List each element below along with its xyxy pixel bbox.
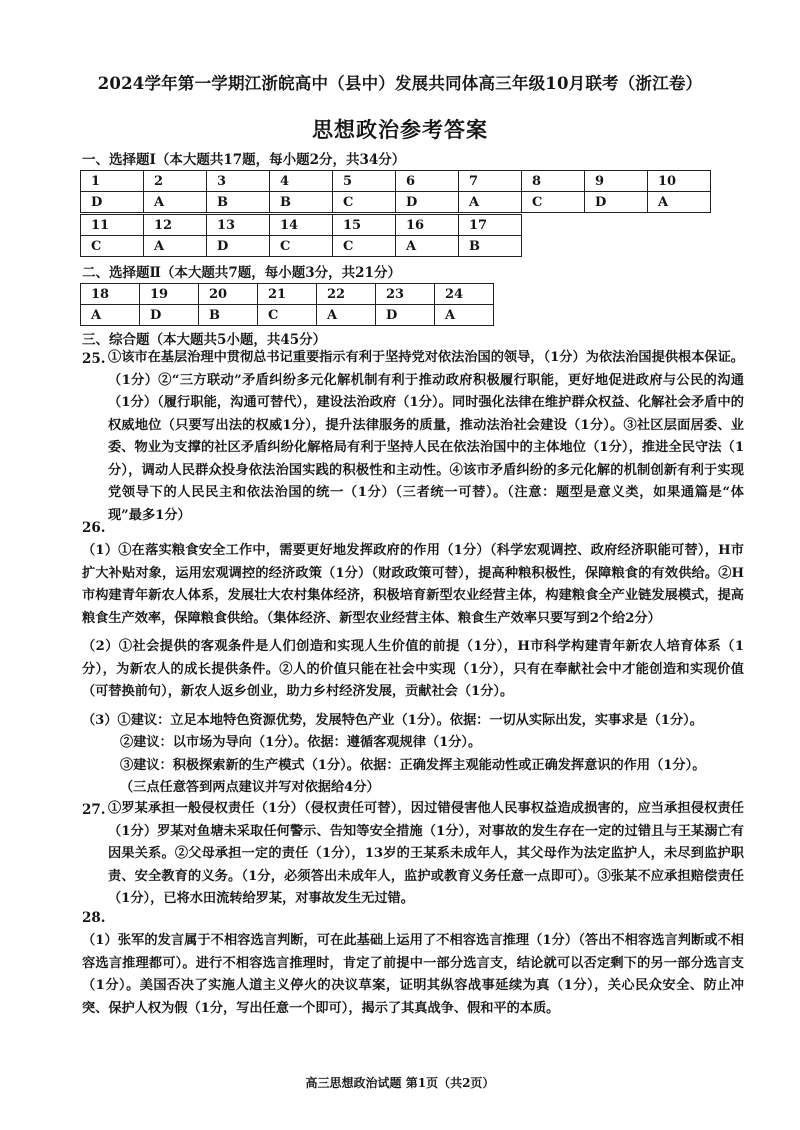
table-cell: 20 — [199, 284, 258, 305]
table-row — [81, 215, 522, 236]
table-cell: B — [199, 305, 258, 326]
question-number-26: 26. — [82, 520, 106, 536]
table-cell: A — [435, 305, 494, 326]
table-cell: D — [207, 236, 270, 257]
table-cell: 18 — [81, 284, 140, 305]
table-cell: B — [459, 236, 522, 257]
section3-heading: 三、综合题（本大题共5小题，共45分） — [82, 332, 327, 348]
table-cell: 22 — [317, 284, 376, 305]
table-cell: A — [317, 305, 376, 326]
table-cell: 15 — [333, 215, 396, 236]
table-cell: 2 — [144, 171, 207, 192]
table-cell: 24 — [435, 284, 494, 305]
table-cell: D — [396, 192, 459, 213]
table-cell: D — [585, 192, 648, 213]
table-cell: B — [270, 192, 333, 213]
answer-26-part1: （1）①在落实粮食安全工作中，需要更好地发挥政府的作用（1分）（科学宏观调控、政府经济职能可替），H市扩大补贴对象，运用宏观调控的经济政策（1分）（财政政策可替），提高种粮积极性，保障粮食的有效供给。②H市构建青年新农人体系，发展壮大农村集体经济，积极培育新型农业经营主体，构建粮食全产业链发展模式，提高粮食生产效率，保障粮食供给。（集体经济、新型农业经营主体、粮食生产效率只要写到2个给2分） — [82, 543, 744, 626]
table-cell: C — [333, 236, 396, 257]
table-cell: 1 — [81, 171, 144, 192]
table-cell: 21 — [258, 284, 317, 305]
table-cell: 19 — [140, 284, 199, 305]
page-footer: 高三思想政治试题 第1页（共2页） — [305, 1076, 495, 1090]
table-cell: 9 — [585, 171, 648, 192]
table-row — [81, 192, 711, 213]
answer-25 — [108, 347, 744, 527]
answer-26-part3-item3: ③建议：积极探索新的生产模式（1分）。依据：正确发挥主观能动性或正确发挥意识的作用（1分）。 — [120, 757, 706, 773]
answer-25-text: ①该市在基层治理中贯彻总书记重要指示有利于坚持党对依法治国的领导，（1分）为依法治国提供根本保证。（1分）②“三方联动”矛盾纠纷多元化解机制有利于推动政府积极履行职能，更好地促进政府与公民的沟通（1分）（履行职能，沟通可替代），建设法治政府（1分）。同时强化法律在维护群众权益、化解社会矛盾中的权威地位（只要写出法的权威1分），提升法律服务的质量，推动法治社会建设（1分）。③社区层面居委、业委、物业为支撑的社区矛盾纠纷化解格局有利于坚持人民在依法治国中的主体地位（1分），推进全民守法（1分），调动人民群众投身依法治国实践的积极性和主动性。④该市矛盾纠纷的多元化解的机制创新有利于实现党领导下的人民民主和依法治国的统一（1分）（三者统一可替）。（注意：题型是意义类，如果通篇是“体现”最多1分） — [108, 350, 744, 523]
table-cell: A — [648, 192, 711, 213]
table-cell: A — [459, 192, 522, 213]
table-cell: 4 — [270, 171, 333, 192]
table-row — [81, 171, 711, 192]
answer-27-text: ①罗某承担一般侵权责任（1分）（侵权责任可替），因过错侵害他人民事权益造成损害的，应当承担侵权责任（1分）罗某对鱼塘未采取任何警示、告知等安全措施（1分），对事故的发生存在一定的过错且与王某溺亡有因果关系。②父母承担一定的责任（1分），13岁的王某系未成年人，其父母作为法定监护人，未尽到监护职责、安全教育的义务。（1分，必须答出未成年人，监护或教育义务任意一点即可）。③张某不应承担赔偿责任（1分），已将水田流转给罗某，对事故发生无过错。 — [108, 801, 744, 906]
table-cell: 8 — [522, 171, 585, 192]
question-number-28: 28. — [82, 910, 106, 926]
answer-28 — [82, 930, 744, 1020]
table-cell: A — [81, 305, 140, 326]
table-cell: A — [396, 236, 459, 257]
answer-26-part3-item1: （3）①建议：立足本地特色资源优势，发展特色产业（1分）。依据：一切从实际出发，实事求是（1分）。 — [82, 712, 703, 728]
table-row — [81, 236, 522, 257]
table-row — [81, 284, 494, 305]
table-cell: 13 — [207, 215, 270, 236]
section1-answer-table — [80, 170, 711, 213]
section1-answer-table-2 — [80, 214, 522, 257]
answer-27 — [108, 798, 744, 911]
table-cell: A — [144, 236, 207, 257]
table-cell: 3 — [207, 171, 270, 192]
table-cell: 12 — [144, 215, 207, 236]
question-number-25: 25. — [82, 351, 106, 367]
section1-heading: 一、选择题Ⅰ（本大题共17题，每小题2分，共34分） — [82, 152, 406, 168]
table-cell: 14 — [270, 215, 333, 236]
table-cell: D — [81, 192, 144, 213]
table-cell: C — [333, 192, 396, 213]
table-cell: 5 — [333, 171, 396, 192]
table-cell: B — [207, 192, 270, 213]
table-cell: C — [258, 305, 317, 326]
table-cell: 17 — [459, 215, 522, 236]
table-cell: C — [270, 236, 333, 257]
answer-26-part3-item2: ②建议：以市场为导向（1分）。依据：遵循客观规律（1分）。 — [120, 735, 482, 750]
table-cell: 7 — [459, 171, 522, 192]
answer-28-text: （1）张军的发言属于不相容选言判断，可在此基础上运用了不相容选言推理（1分）（答出不相容选言判断或不相容选言推理都可）。进行不相容选言推理时，肯定了前提中一部分选言支，结论就可以否定剩下的另一部分选言支（1分）。美国否决了实施人道主义停火的决议草案，证明其纵容战事延续为真（1分），关心民众安全、防止冲突、保护人权为假（1分，写出任意一个即可），揭示了其真战争、假和平的本质。 — [82, 933, 744, 1016]
page-subtitle: 思想政治参考答案 — [312, 117, 488, 142]
table-cell: D — [140, 305, 199, 326]
question-number-27: 27. — [82, 802, 106, 818]
page-title: 2024学年第一学期江浙皖高中（县中）发展共同体高三年级10月联考（浙江卷） — [97, 74, 703, 93]
answer-26-part2: （2）①社会提供的客观条件是人们创造和实现人生价值的前提（1分），H市科学构建青年新农人培育体系（1分），为新农人的成长提供条件。②人的价值只能在社会中实现（1分），只有在奉献社会中才能创造和实现价值（可替换前句），新农人返乡创业，助力乡村经济发展，贡献社会（1分）。 — [82, 639, 744, 699]
table-cell: 16 — [396, 215, 459, 236]
table-row — [81, 305, 494, 326]
answer-26-part3-note: （三点任意答到两点建议并写对依据给4分） — [120, 780, 380, 795]
table-cell: 23 — [376, 284, 435, 305]
section2-heading: 二、选择题Ⅱ（本大题共7题，每小题3分，共21分） — [82, 265, 401, 281]
table-cell: C — [81, 236, 144, 257]
section2-answer-table — [80, 283, 494, 326]
table-cell: 6 — [396, 171, 459, 192]
table-cell: C — [522, 192, 585, 213]
table-cell: A — [144, 192, 207, 213]
table-cell: D — [376, 305, 435, 326]
table-cell: 10 — [648, 171, 711, 192]
answer-26 — [82, 540, 744, 800]
table-cell: 11 — [81, 215, 144, 236]
